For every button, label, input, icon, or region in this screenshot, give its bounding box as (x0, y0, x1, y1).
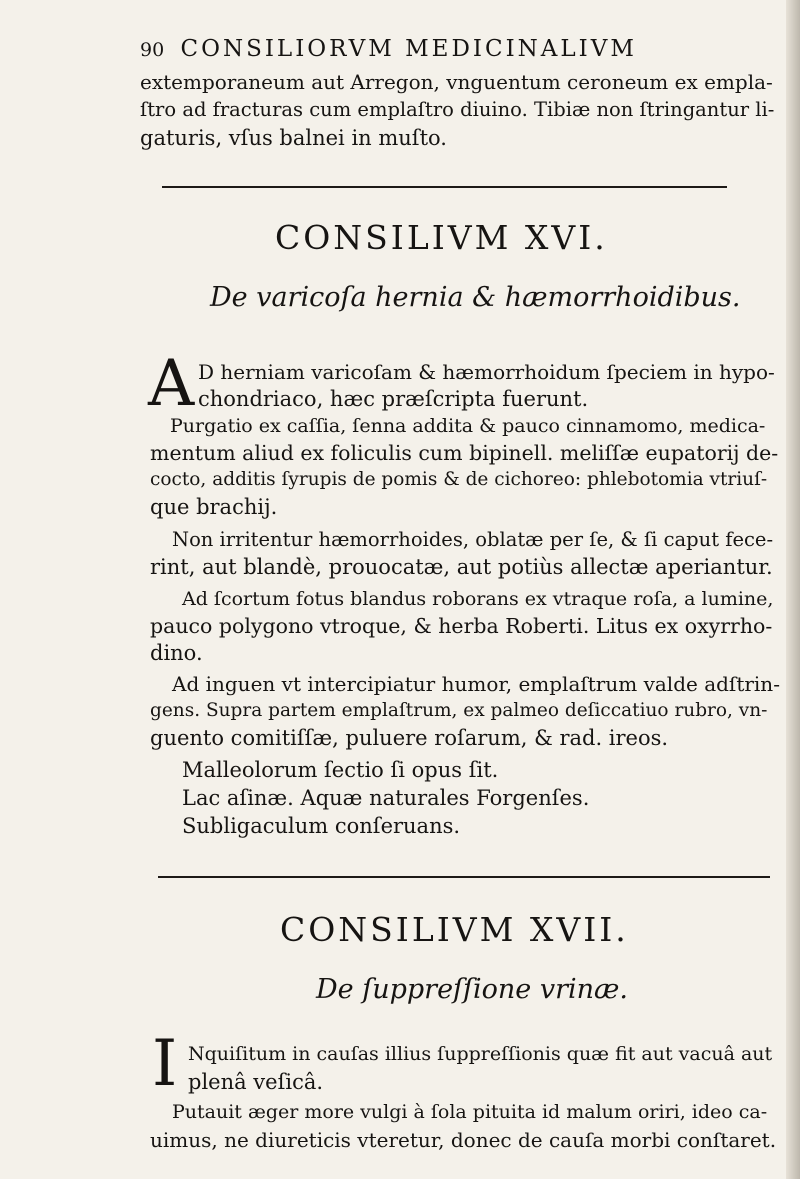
text-line: pauco polygono vtroque, & herba Roberti. Litus ex oxyrrho- (150, 614, 773, 638)
drop-cap: A (148, 347, 195, 421)
text-line: Malleolorum ſectio ſi opus ſit. (182, 758, 499, 782)
text-line: uimus, ne diureticis vteretur, donec de cauſa morbi conſtaret. (150, 1128, 777, 1152)
drop-cap: I (152, 1027, 178, 1101)
text-line: gens. Supra partem emplaſtrum, ex palmeo deſiccatiuo rubro, vn- (150, 700, 768, 721)
text-line: Purgatio ex caſſia, ſenna addita & pauco cinnamomo, medica- (170, 415, 766, 437)
text-line: que brachij. (150, 495, 278, 519)
text-line: dino. (150, 641, 203, 665)
text-line: ſtro ad fracturas cum emplaſtro diuino. Tibiæ non ſtringantur li- (140, 98, 775, 121)
text-line: extemporaneum aut Arregon, vnguentum ceroneum ex empla- (140, 70, 773, 94)
section-rule (162, 186, 727, 188)
text-line: plenâ veſicâ. (188, 1070, 324, 1094)
text-line: Ad inguen vt intercipiatur humor, emplaſtrum valde adſtrin- (172, 672, 780, 696)
text-line: mentum aliud ex foliculis cum bipinell. meliſſæ eupatorij de- (150, 441, 779, 465)
section-title: CONSILIVM XVII. (280, 910, 629, 949)
text-line: cocto, additis ſyrupis de pomis & de cichoreo: phlebotomia vtriuſ- (150, 469, 768, 490)
text-line: gaturis, vſus balnei in muſto. (140, 126, 447, 150)
section-title: CONSILIVM XVI. (275, 218, 608, 257)
text-line: chondriaco, hæc præſcripta fuerunt. (198, 387, 589, 411)
text-line: Nquiſitum in cauſas illius ſuppreſſionis quæ fit aut vacuâ aut (188, 1043, 773, 1065)
page-edge-shadow (786, 0, 800, 1179)
text-line: Subligaculum conſeruans. (182, 814, 461, 838)
text-line: Non irritentur hæmorrhoides, oblatæ per ſe, & ſi caput fece- (172, 528, 774, 551)
running-title: CONSILIORVM MEDICINALIVM (180, 36, 637, 62)
section-subtitle: De varicoſa hernia & hæmorrhoidibus. (210, 282, 741, 313)
page-number: 90 (140, 39, 165, 61)
text-line: rint, aut blandè, prouocatæ, aut potiùs allectæ aperiantur. (150, 555, 773, 579)
text-line: Ad ſcortum fotus blandus roborans ex vtraque roſa, a lumine, (182, 588, 774, 610)
text-line: Lac aſinæ. Aquæ naturales Forgenſes. (182, 786, 590, 810)
text-line: guento comitiſſæ, puluere roſarum, & rad. ireos. (150, 726, 669, 750)
section-subtitle: De ſuppreſſione vrinæ. (316, 974, 629, 1005)
running-header (140, 36, 637, 62)
text-line: D herniam varicoſam & hæmorrhoidum ſpeciem in hypo- (198, 360, 775, 384)
section-rule (158, 876, 770, 878)
text-line: Putauit æger more vulgi à ſola pituita id malum oriri, ideo ca- (172, 1101, 768, 1123)
